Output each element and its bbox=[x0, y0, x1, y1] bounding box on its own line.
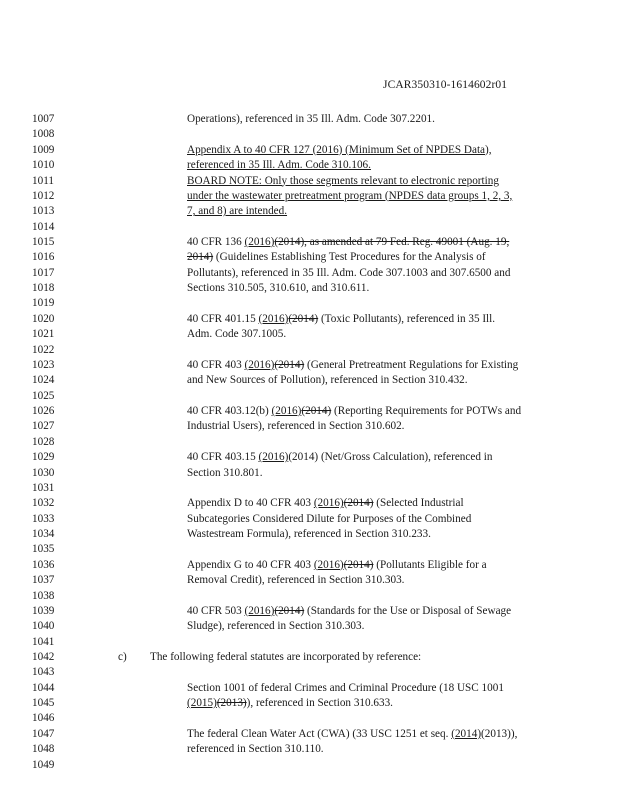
document-line bbox=[32, 158, 602, 173]
line-number: 1016 bbox=[32, 251, 55, 264]
line-text bbox=[187, 143, 492, 158]
line-number: 1018 bbox=[32, 282, 55, 295]
line-text bbox=[187, 681, 504, 696]
inserted-text: (2016) bbox=[271, 405, 302, 417]
text-run: 40 CFR 403.12(b) bbox=[187, 405, 272, 417]
document-line bbox=[32, 512, 602, 527]
line-number: 1011 bbox=[32, 174, 54, 187]
document-line bbox=[32, 696, 602, 711]
document-line bbox=[32, 635, 602, 650]
document-line bbox=[32, 727, 602, 742]
document-line bbox=[32, 204, 602, 219]
line-text bbox=[187, 512, 471, 527]
line-number: 1007 bbox=[32, 113, 55, 125]
text-run: Industrial Users), referenced in Section 310.602. bbox=[187, 420, 405, 433]
line-text bbox=[187, 174, 499, 189]
line-number: 1014 bbox=[32, 220, 55, 233]
document-line bbox=[32, 665, 602, 680]
inserted-text: referenced in 35 Ill. Adm. Code 310.106. bbox=[187, 159, 371, 172]
inserted-text: 7, and 8) are intended. bbox=[187, 205, 288, 218]
deleted-text: (2014) bbox=[274, 358, 305, 371]
text-run: 40 CFR 401.15 bbox=[187, 312, 259, 325]
line-number: 1049 bbox=[32, 758, 55, 771]
document-line bbox=[32, 373, 602, 388]
line-number: 1015 bbox=[32, 236, 55, 248]
line-number: 1023 bbox=[32, 358, 55, 371]
deleted-text: (2014) bbox=[274, 604, 305, 617]
text-run: Removal Credit), referenced in Section 310.303. bbox=[187, 574, 405, 587]
line-number: 1040 bbox=[32, 620, 55, 633]
document-line bbox=[32, 189, 602, 204]
line-number: 1045 bbox=[32, 697, 55, 710]
document-line bbox=[32, 250, 602, 265]
document-line bbox=[32, 481, 602, 496]
deleted-text: (2014) bbox=[301, 405, 332, 417]
subsection-marker: c) bbox=[118, 650, 127, 663]
line-number: 1043 bbox=[32, 666, 55, 679]
document-line bbox=[32, 266, 602, 281]
line-text bbox=[187, 466, 263, 481]
line-text bbox=[187, 527, 431, 542]
document-line bbox=[32, 389, 602, 404]
inserted-text: (2016) bbox=[244, 604, 275, 617]
document-line bbox=[32, 527, 602, 542]
document-line bbox=[32, 558, 602, 573]
inserted-text: (2016) bbox=[244, 236, 275, 248]
inserted-text: (2016) bbox=[244, 358, 275, 371]
deleted-text: (2013) bbox=[216, 697, 247, 710]
text-run: (2013)), bbox=[481, 727, 518, 740]
document-line bbox=[32, 343, 602, 358]
inserted-text: (2016) bbox=[258, 312, 289, 325]
line-number: 1036 bbox=[32, 558, 55, 571]
document-line bbox=[32, 496, 602, 511]
text-run: referenced in Section 310.110. bbox=[187, 743, 324, 756]
line-text bbox=[187, 312, 495, 327]
document-line bbox=[32, 281, 602, 296]
line-text bbox=[187, 158, 371, 173]
line-number: 1029 bbox=[32, 451, 55, 464]
line-number: 1027 bbox=[32, 420, 55, 433]
line-number: 1038 bbox=[32, 589, 55, 602]
line-number: 1042 bbox=[32, 650, 55, 663]
text-run: Adm. Code 307.1005. bbox=[187, 328, 287, 341]
line-number: 1033 bbox=[32, 512, 55, 525]
line-text bbox=[187, 496, 464, 511]
document-line bbox=[32, 604, 602, 619]
inserted-text: (2016) bbox=[258, 451, 289, 464]
line-text bbox=[187, 327, 286, 342]
line-text bbox=[187, 281, 369, 296]
text-run: ), referenced in Section 310.633. bbox=[246, 697, 393, 710]
line-number: 1031 bbox=[32, 481, 55, 494]
document-line bbox=[32, 358, 602, 373]
inserted-text: (2014) bbox=[451, 727, 482, 740]
line-number: 1044 bbox=[32, 681, 55, 694]
line-number: 1026 bbox=[32, 405, 55, 417]
document-line bbox=[32, 573, 602, 588]
deleted-text: 2014) bbox=[187, 251, 214, 264]
document-line bbox=[32, 466, 602, 481]
deleted-text: (2014) bbox=[343, 497, 374, 510]
line-number: 1010 bbox=[32, 159, 55, 172]
text-run: and New Sources of Pollution), referenced in Section 310.432. bbox=[187, 374, 468, 387]
line-text bbox=[187, 696, 393, 711]
document-line bbox=[32, 711, 602, 726]
text-run: Appendix D to 40 CFR 403 bbox=[187, 497, 314, 510]
line-number: 1047 bbox=[32, 727, 55, 740]
inserted-text: BOARD NOTE: Only those segments relevant to electronic reporting bbox=[187, 174, 499, 187]
document-line bbox=[32, 450, 602, 465]
line-number: 1019 bbox=[32, 297, 55, 310]
line-number: 1017 bbox=[32, 266, 55, 279]
text-run: (General Pretreatment Regulations for Existing bbox=[304, 358, 519, 371]
line-number: 1020 bbox=[32, 312, 55, 325]
line-text bbox=[187, 419, 404, 434]
inserted-text: Appendix A to 40 CFR 127 (2016) (Minimum Set of NPDES Data), bbox=[187, 143, 492, 156]
text-run: Subcategories Considered Dilute for Purposes of the Combined bbox=[187, 512, 472, 525]
line-text bbox=[187, 573, 404, 588]
line-text bbox=[187, 204, 287, 219]
deleted-text: (2014) bbox=[343, 558, 374, 571]
inserted-text: (2016) bbox=[313, 497, 344, 510]
deleted-text: (2014) bbox=[288, 312, 319, 325]
text-run: The federal Clean Water Act (CWA) (33 USC 1251 et seq. bbox=[187, 727, 452, 740]
text-run: (Toxic Pollutants), referenced in 35 Ill. bbox=[318, 312, 496, 325]
text-run: (2014) (Net/Gross Calculation), referenced in bbox=[288, 451, 493, 464]
document-line bbox=[32, 589, 602, 604]
text-run: 40 CFR 403.15 bbox=[187, 451, 259, 464]
line-number: 1009 bbox=[32, 143, 55, 156]
document-line bbox=[32, 742, 602, 757]
line-text bbox=[187, 266, 510, 281]
text-run: 40 CFR 403 bbox=[187, 358, 245, 371]
deleted-text: (2014), as amended at 79 Fed. Reg. 49001 (Aug. 19, bbox=[274, 236, 510, 248]
document-line bbox=[32, 758, 602, 773]
line-number: 1046 bbox=[32, 712, 55, 725]
inserted-text: (2015) bbox=[187, 697, 217, 710]
subsection-text: The following federal statutes are incorporated by reference: bbox=[150, 650, 422, 663]
line-text bbox=[187, 619, 364, 634]
line-number: 1013 bbox=[32, 205, 55, 218]
text-run: (Standards for the Use or Disposal of Sewage bbox=[304, 604, 512, 617]
text-run: Appendix G to 40 CFR 403 bbox=[187, 558, 314, 571]
text-run: (Pollutants Eligible for a bbox=[373, 558, 487, 571]
text-run: Sludge), referenced in Section 310.303. bbox=[187, 620, 365, 633]
document-line bbox=[32, 404, 602, 419]
line-number: 1008 bbox=[32, 128, 55, 141]
line-number: 1030 bbox=[32, 466, 55, 479]
text-run: Sections 310.505, 310.610, and 310.611. bbox=[187, 282, 370, 295]
inserted-text: (2016) bbox=[313, 558, 344, 571]
document-line bbox=[32, 327, 602, 342]
line-number: 1037 bbox=[32, 574, 55, 587]
document-id-header: JCAR350310-1614602r01 bbox=[383, 79, 508, 91]
text-run: Operations), referenced in 35 Ill. Adm. Code 307.2201. bbox=[187, 113, 435, 125]
text-run: Section 310.801. bbox=[187, 466, 263, 479]
line-number: 1041 bbox=[32, 635, 55, 648]
text-run: Wastestream Formula), referenced in Section 310.233. bbox=[187, 528, 431, 540]
document-line bbox=[32, 220, 602, 235]
document-line bbox=[32, 542, 602, 557]
text-run: 40 CFR 503 bbox=[187, 604, 245, 617]
line-number: 1048 bbox=[32, 743, 55, 756]
document-line bbox=[32, 127, 602, 142]
line-number: 1025 bbox=[32, 389, 55, 402]
line-number: 1021 bbox=[32, 328, 55, 341]
line-text bbox=[187, 450, 492, 465]
document-line bbox=[32, 143, 602, 158]
text-run: Section 1001 of federal Crimes and Criminal Procedure (18 USC 1001 bbox=[187, 681, 504, 694]
document-line bbox=[32, 235, 602, 250]
line-text bbox=[187, 604, 511, 619]
line-text bbox=[187, 235, 509, 250]
document-line bbox=[32, 312, 602, 327]
line-text bbox=[187, 358, 518, 373]
text-run: (Reporting Requirements for POTWs and bbox=[331, 405, 522, 417]
document-line bbox=[32, 112, 602, 127]
document-line bbox=[32, 296, 602, 311]
line-text bbox=[187, 727, 517, 742]
line-number: 1032 bbox=[32, 497, 55, 510]
document-line bbox=[32, 681, 602, 696]
inserted-text: under the wastewater pretreatment program (NPDES data groups 1, 2, 3, bbox=[187, 189, 513, 202]
text-run: (Guidelines Establishing Test Procedures for the Analysis of bbox=[213, 251, 486, 264]
line-number: 1039 bbox=[32, 604, 55, 617]
line-text bbox=[187, 558, 487, 573]
text-run: 40 CFR 136 bbox=[187, 236, 245, 248]
text-run: Pollutants), referenced in 35 Ill. Adm. Code 307.1003 and 307.6500 and bbox=[187, 266, 511, 279]
text-run: (Selected Industrial bbox=[373, 497, 464, 510]
line-text bbox=[187, 189, 512, 204]
line-text bbox=[187, 404, 521, 419]
line-number: 1035 bbox=[32, 543, 55, 556]
line-number: 1024 bbox=[32, 374, 55, 387]
document-line bbox=[32, 419, 602, 434]
line-text bbox=[187, 742, 324, 757]
document-line bbox=[32, 435, 602, 450]
line-text bbox=[187, 112, 435, 127]
line-text bbox=[187, 250, 486, 265]
document-line bbox=[32, 174, 602, 189]
document-line bbox=[32, 650, 602, 665]
line-number: 1028 bbox=[32, 435, 55, 448]
document-line bbox=[32, 619, 602, 634]
line-number: 1012 bbox=[32, 189, 55, 202]
line-text bbox=[187, 373, 468, 388]
line-number: 1022 bbox=[32, 343, 55, 356]
line-number: 1034 bbox=[32, 528, 55, 540]
